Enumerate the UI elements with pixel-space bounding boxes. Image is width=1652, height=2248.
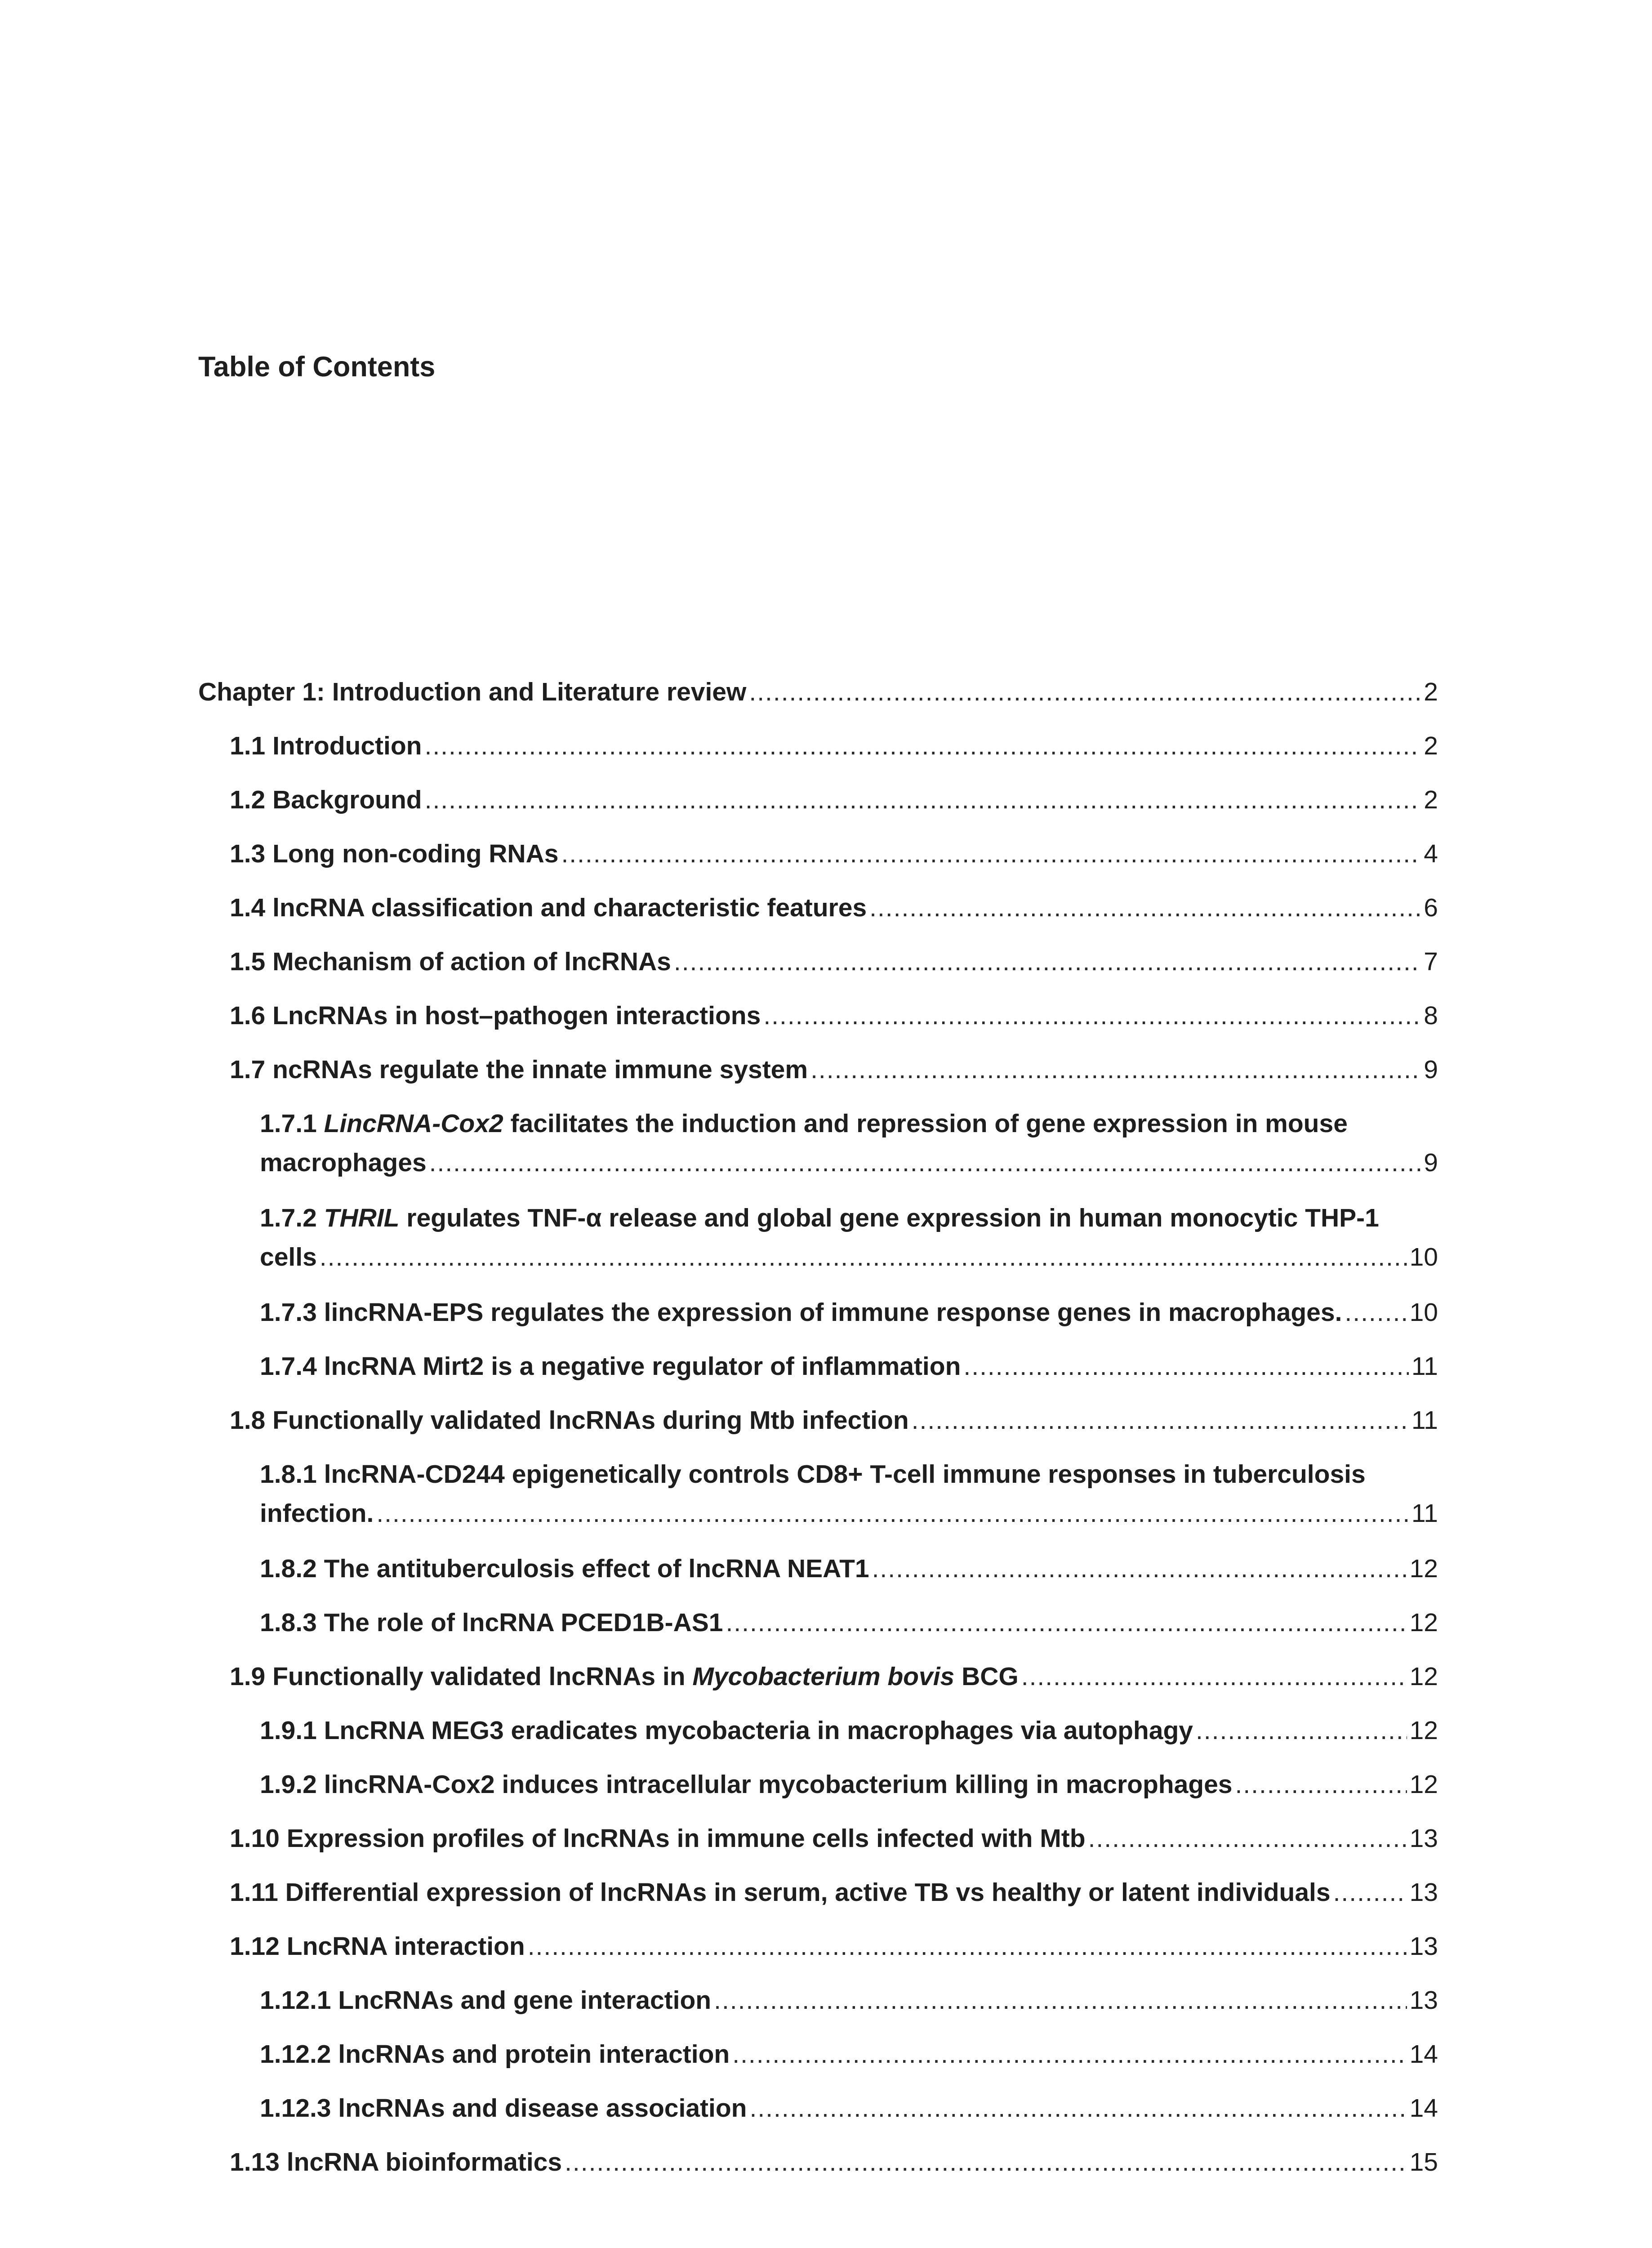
dot-leader [429,1143,1421,1182]
toc-entry-title [230,781,422,820]
dot-leader [1196,1711,1407,1750]
toc-entry[interactable] [230,834,1438,874]
page-number: 12 [1409,1662,1438,1691]
dot-leader [528,1927,1407,1966]
toc-entry-text-continued: macrophages [260,1148,427,1177]
toc-entry-title [260,1765,1233,1804]
toc-entry[interactable] [230,996,1438,1035]
toc-entry-title [260,1981,711,2020]
toc-entry-text-continued: infection. [260,1499,374,1528]
page-number: 9 [1424,1148,1438,1177]
toc-entry-text: 1.11 Differential expression of lncRNAs in serum, active TB vs healthy or latent individuals [230,1878,1331,1907]
dot-leader [1021,1657,1407,1696]
toc-entry-text: 1.10 Expression profiles of lncRNAs in immune cells infected with Mtb [230,1824,1086,1853]
toc-entry-text: 1.2 Background [230,785,422,814]
page-number: 9 [1424,1055,1438,1084]
toc-entry-text: 1.7.1 [260,1109,324,1138]
dot-leader [1235,1765,1407,1804]
page-number: 12 [1409,1716,1438,1745]
toc-entry-text-suffix: regulates TNF-α release and global gene expression in human monocytic THP-1 [399,1204,1379,1232]
toc-entry-title [260,1347,961,1386]
toc-entry-text: 1.9 Functionally validated lncRNAs in [230,1662,693,1691]
toc-entry-italic-text: LincRNA-Cox2 [324,1109,503,1138]
page-number: 13 [1409,1824,1438,1853]
toc-entry-continuation [260,1494,1438,1533]
toc-entry-text: 1.12 LncRNA interaction [230,1932,525,1961]
toc-entry-title [230,727,422,766]
toc-entry-title [260,1549,869,1588]
toc-entry[interactable] [230,2143,1438,2182]
dot-leader [1333,1873,1407,1912]
toc-entry-title [230,1819,1086,1858]
toc-entry-text: 1.13 lncRNA bioinformatics [230,2148,562,2177]
toc-entry-title [230,1657,1019,1696]
toc-entry-title [260,2035,730,2074]
dot-leader [749,2089,1407,2128]
dot-leader [963,1347,1408,1386]
toc-entry-text: 1.7.3 lincRNA-EPS regulates the expression of immune response genes in macrophages. [260,1298,1342,1327]
toc-entry-text-continued: cells [260,1243,317,1271]
dot-leader [320,1238,1407,1277]
toc-entry-text-suffix: BCG [954,1662,1019,1691]
toc-entry-title [230,1873,1331,1912]
dot-leader [565,2143,1407,2182]
toc-entry[interactable] [230,781,1438,820]
dot-leader [561,834,1421,874]
toc-entry-title [230,996,761,1035]
toc-entry-text: 1.12.1 LncRNAs and gene interaction [260,1986,712,2015]
toc-entry-continuation [260,1143,1438,1182]
toc-entry-title [198,673,746,712]
toc-entry-text: 1.9.2 lincRNA-Cox2 induces intracellular mycobacterium killing in macrophages [260,1770,1233,1799]
toc-entry[interactable] [260,1549,1438,1588]
page-number: 8 [1424,1001,1438,1030]
toc-entry[interactable] [260,1455,1438,1533]
page-number: 11 [1411,1352,1438,1381]
dot-leader [872,1549,1407,1588]
toc-entry-text: 1.6 LncRNAs in host–pathogen interactions [230,1001,761,1030]
toc-entry-text: 1.3 Long non-coding RNAs [230,839,559,868]
page-number: 15 [1409,2148,1438,2177]
toc-entry[interactable] [260,1104,1438,1182]
dot-leader [869,888,1421,928]
toc-entry-text: 1.8.3 The role of lncRNA PCED1B-AS1 [260,1608,723,1637]
toc-entry-title [260,1293,1342,1332]
page-number: 14 [1409,2040,1438,2069]
dot-leader [763,996,1421,1035]
toc-entry-text-suffix: facilitates the induction and repression of gene expression in mouse [503,1109,1348,1138]
toc-entry[interactable] [260,1711,1438,1750]
page-number: 13 [1409,1986,1438,2015]
toc-entry[interactable] [260,1603,1438,1642]
page-number: 2 [1424,785,1438,814]
toc-entry-text: 1.7 ncRNAs regulate the innate immune system [230,1055,808,1084]
toc-entry-italic-text: Mycobacterium bovis [692,1662,955,1691]
toc-entry[interactable] [230,1927,1438,1966]
toc-entry-text: 1.5 Mechanism of action of lncRNAs [230,947,671,976]
toc-entry[interactable] [230,1873,1438,1912]
page-number: 13 [1409,1878,1438,1907]
toc-entry[interactable] [260,1981,1438,2020]
toc-entry-text: 1.7.4 lncRNA Mirt2 is a negative regulator of inflammation [260,1352,961,1381]
page-number: 2 [1424,731,1438,760]
toc-entry-title [230,834,558,874]
page-number: 4 [1424,839,1438,868]
page-number: 12 [1409,1770,1438,1799]
toc-entry-text: 1.1 Introduction [230,731,422,760]
toc-entry[interactable] [260,2089,1438,2128]
toc-entry-italic-text: THRIL [324,1204,400,1232]
dot-leader [425,727,1421,766]
toc-entry-title [230,2143,562,2182]
dot-leader [732,2035,1407,2074]
page-number: 13 [1409,1932,1438,1961]
page-number: 10 [1409,1243,1438,1271]
toc-entry-text: 1.12.2 lncRNAs and protein interaction [260,2040,730,2069]
dot-leader [726,1603,1407,1642]
toc-entry-text: 1.12.3 lncRNAs and disease association [260,2094,747,2123]
toc-entry[interactable] [230,1401,1438,1440]
toc-entry[interactable] [230,727,1438,766]
toc-entry-text: 1.8.2 The antituberculosis effect of lncRNA NEAT1 [260,1554,869,1583]
toc-entry-title [230,1401,909,1440]
toc-entry[interactable] [260,1293,1438,1332]
dot-leader [714,1981,1407,2020]
toc-entry[interactable] [260,1765,1438,1804]
toc-entry-title [260,1104,1438,1143]
page-number: 14 [1409,2094,1438,2123]
toc-entry-title [260,1603,723,1642]
toc-entry[interactable] [230,1657,1438,1696]
toc-entry[interactable] [230,888,1438,928]
toc-entry[interactable] [198,673,1438,712]
toc-entry[interactable] [260,2035,1438,2074]
dot-leader [912,1401,1409,1440]
dot-leader [810,1050,1421,1089]
page-number: 11 [1411,1499,1438,1528]
dot-leader [376,1494,1409,1533]
toc-entry-text: 1.9.1 LncRNA MEG3 eradicates mycobacteria in macrophages via autophagy [260,1716,1193,1745]
toc-entry-text: 1.8.1 lncRNA-CD244 epigenetically controls CD8+ T-cell immune responses in tuberculosis [260,1460,1366,1489]
toc-entry[interactable] [230,942,1438,981]
toc-entry-title [230,1927,525,1966]
page-number: 10 [1409,1298,1438,1327]
page-title: Table of Contents [198,351,436,383]
toc-entry-title [260,2089,747,2128]
toc-entry-text: 1.7.2 [260,1204,324,1232]
dot-leader [425,781,1421,820]
toc-entry[interactable] [230,1819,1438,1858]
dot-leader [1088,1819,1407,1858]
page-number: 12 [1409,1608,1438,1637]
toc-entry-title [260,1455,1438,1494]
toc-entry-text: 1.8 Functionally validated lncRNAs during Mtb infection [230,1406,909,1435]
page-number: 7 [1424,947,1438,976]
dot-leader [1345,1293,1407,1332]
toc-entry-title [230,888,867,928]
dot-leader [749,673,1421,712]
toc-entry-title [260,1199,1438,1238]
toc-entry[interactable] [260,1199,1438,1277]
page-number: 6 [1424,893,1438,922]
page-number: 2 [1424,678,1438,706]
toc-entry-title [260,1711,1193,1750]
dot-leader [674,942,1421,981]
toc-entry[interactable] [260,1347,1438,1386]
page-number: 12 [1409,1554,1438,1583]
toc-entry-title [230,942,671,981]
toc-entry-text: Chapter 1: Introduction and Literature review [198,678,747,706]
page-number: 11 [1411,1406,1438,1435]
toc-entry-title [230,1050,808,1089]
toc-entry-continuation [260,1238,1438,1277]
toc-entry[interactable] [230,1050,1438,1089]
toc-entry-text: 1.4 lncRNA classification and characteristic features [230,893,867,922]
